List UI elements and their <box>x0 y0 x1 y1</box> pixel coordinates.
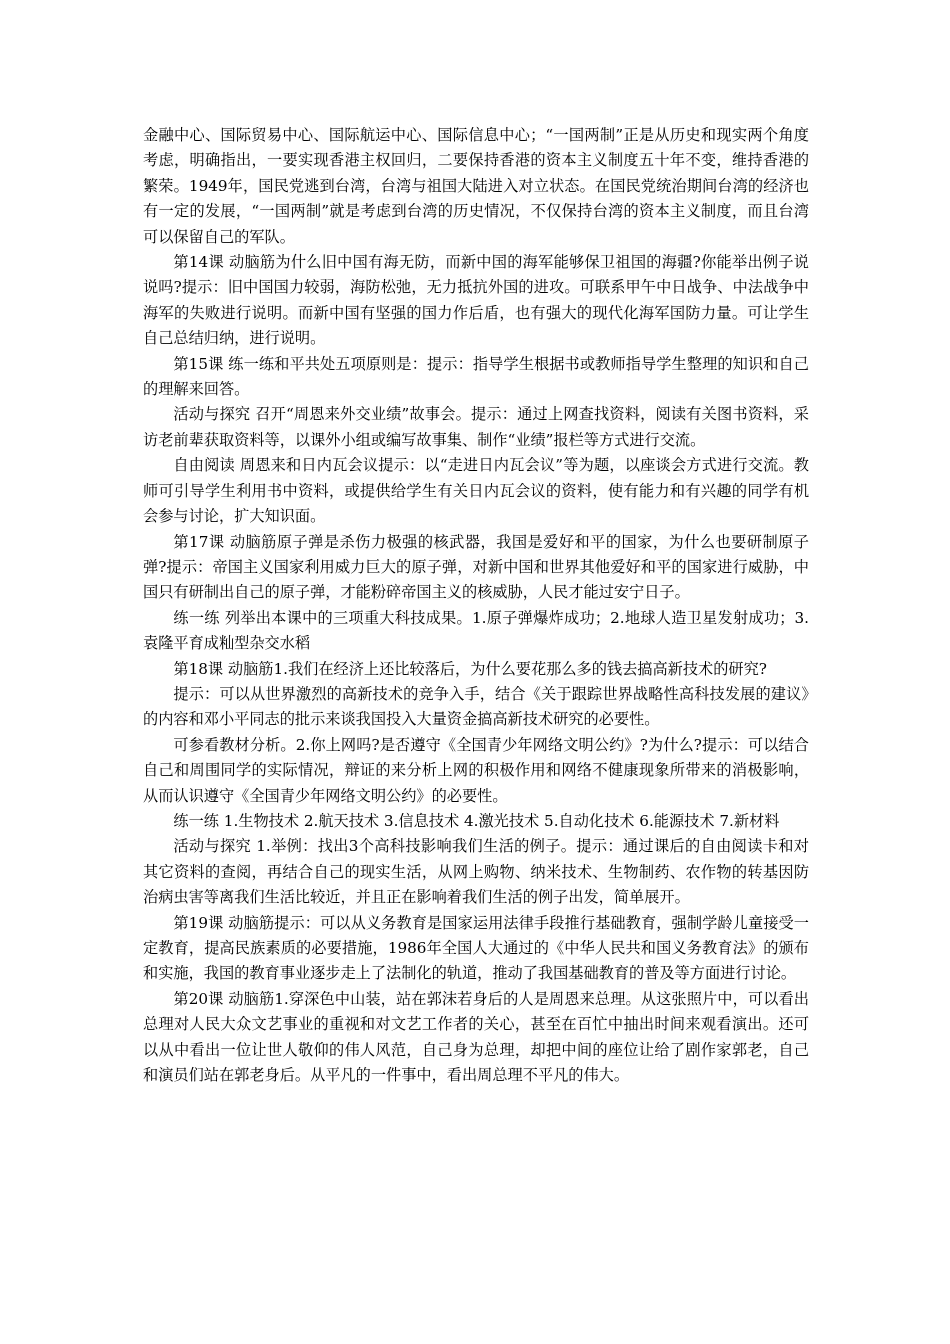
paragraph-lesson-15: 第15课 练一练和平共处五项原则是：提示：指导学生根据书或教师指导学生整理的知识和自己的理解来回答。 <box>143 354 809 399</box>
paragraph-lesson-20: 第20课 动脑筋1.穿深色中山装，站在郭沫若身后的人是周恩来总理。从这张照片中，可以看出总理对人民大众文艺事业的重视和对文艺工作者的关心，甚至在百忙中抽出时间来观看演出。还可以从中看出一位让世人敬仰的伟人风范，自己身为总理，却把中间的座位让给了剧作家郭老，自己和演员们站在郭老身后。从平凡的一件事中，看出周总理不平凡的伟大。 <box>143 989 809 1085</box>
paragraph-hong-kong-taiwan: 金融中心、国际贸易中心、国际航运中心、国际信息中心；“一国两制”正是从历史和现实两个角度考虑，明确指出，一要实现香港主权回归，二要保持香港的资本主义制度五十年不变，维持香港的繁荣。1949年，国民党逃到台湾，台湾与祖国大陆进入对立状态。在国民党统治期间台湾的经济也有一定的发展，“一国两制”就是考虑到台湾的历史情况，不仅保持台湾的资本主义制度，而且台湾可以保留自己的军队。 <box>143 126 809 246</box>
paragraph-lesson-14: 第14课 动脑筋为什么旧中国有海无防，而新中国的海军能够保卫祖国的海疆?你能举出例子说说吗?提示：旧中国国力较弱，海防松弛，无力抵抗外国的进攻。可联系甲午中日战争、中法战争中海军的失败进行说明。而新中国有坚强的国力作后盾，也有强大的现代化海军国防力量。可让学生自己总结归纳，进行说明。 <box>143 253 809 348</box>
paragraph-lesson-17: 第17课 动脑筋原子弹是杀伤力极强的核武器，我国是爱好和平的国家，为什么也要研制原子弹?提示：帝国主义国家利用威力巨大的原子弹，对新中国和世界其他爱好和平的国家进行威胁，中国只有研制出自己的原子弹，才能粉碎帝国主义的核威胁，人民才能过安宁日子。 <box>143 532 809 602</box>
paragraph-lesson-18-hint: 提示：可以从世界激烈的高新技术的竞争入手，结合《关于跟踪世界战略性高科技发展的建议》的内容和邓小平同志的批示来谈我国投入大量资金搞高新技术研究的必要性。 <box>143 684 809 729</box>
paragraph-lesson-18-internet: 可参看教材分析。2.你上网吗?是否遵守《全国青少年网络文明公约》?为什么?提示：可以结合自己和周围同学的实际情况，辩证的来分析上网的积极作用和网络不健康现象所带来的消极影响，从而认识遵守《全国青少年网络文明公约》的必要性。 <box>143 735 809 805</box>
paragraph-activity-zhou-enlai: 活动与探究 召开“周恩来外交业绩”故事会。提示：通过上网查找资料，阅读有关图书资料，采访老前辈获取资料等，以课外小组或编写故事集、制作“业绩”报栏等方式进行交流。 <box>143 405 809 449</box>
paragraph-free-reading-geneva: 自由阅读 周恩来和日内瓦会议提示：以“走进日内瓦会议”等为题，以座谈会方式进行交流。教师可引导学生利用书中资料，或提供给学生有关日内瓦会议的资料，使有能力和有兴趣的同学有机会参与讨论，扩大知识面。 <box>143 456 809 526</box>
paragraph-lesson-19: 第19课 动脑筋提示：可以从义务教育是国家运用法律手段推行基础教育，强制学龄儿童接受一定教育，提高民族素质的必要措施，1986年全国人大通过的《中华人民共和国义务教育法》的颁布和实施，我国的教育事业逐步走上了法制化的轨道，推动了我国基础教育的普及等方面进行讨论。 <box>143 913 809 983</box>
paragraph-lesson-18-exercise: 练一练 1.生物技术 2.航天技术 3.信息技术 4.激光技术 5.自动化技术 6.能源技术 7.新材料 <box>173 811 780 830</box>
paragraph-lesson-17-exercise: 练一练 列举出本课中的三项重大科技成果。1.原子弹爆炸成功；2.地球人造卫星发射成功；3.袁隆平育成籼型杂交水稻 <box>143 608 809 653</box>
paragraph-lesson-18: 第18课 动脑筋1.我们在经济上还比较落后，为什么要花那么多的钱去搞高新技术的研究? <box>173 659 767 678</box>
document-page <box>143 123 809 1088</box>
paragraph-lesson-18-activity: 活动与探究 1.举例：找出3个高科技影响我们生活的例子。提示：通过课后的自由阅读卡和对其它资料的查阅，再结合自己的现实生活，从网上购物、纳米技术、生物制药、农作物的转基因防治病虫害等离我们生活比较近，并且正在影响着我们生活的例子出发，简单展开。 <box>143 837 809 907</box>
